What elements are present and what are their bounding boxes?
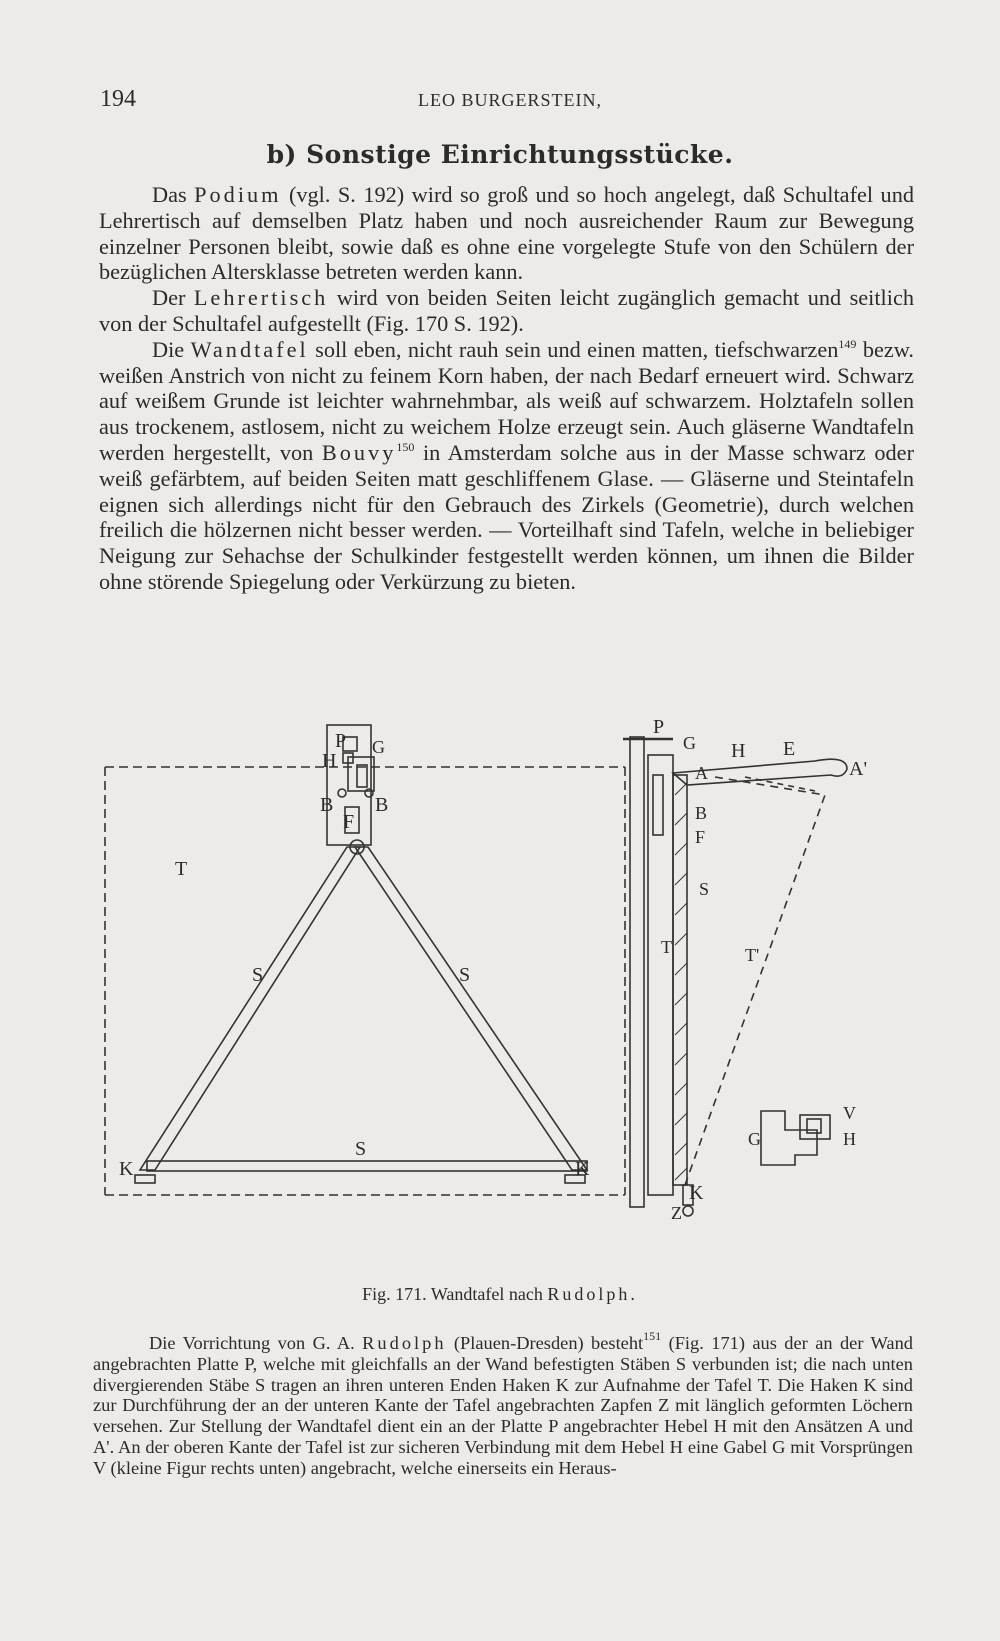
label-F: F [695,827,706,847]
wall-profile [630,737,644,1207]
figure-171 [95,716,925,1255]
spaced-term: Lehrertisch [193,285,329,311]
label-H: H [322,750,337,772]
board-outline-dashed [105,767,625,1195]
paragraph-lehrertisch: Der Lehrertisch wird von beiden Seiten leicht zugänglich gemacht und seitlich von der Schultafel aufgestellt (Fig. 170 S. 192). [99,285,914,336]
spaced-term: Rudolph [362,1333,447,1353]
label-A-prime: A' [849,758,868,780]
side-plate [648,755,673,1195]
figure-caption: Fig. 171. Wandtafel nach Rudolph. [362,1284,638,1304]
label-G: G [372,737,385,757]
footnote-ref: 150 [396,439,415,454]
label-P: P [335,730,347,752]
label-P: P [653,716,665,738]
label-K: K [575,1158,590,1180]
figure-drawing [95,716,925,1255]
label-H: H [731,740,746,762]
body-text [99,182,914,595]
spaced-term: Bouvy [321,439,397,465]
label-S: S [355,1138,367,1160]
page-number: 194 [100,86,136,112]
label-G: G [683,733,696,753]
label-H: H [843,1129,856,1149]
label-B: B [695,803,708,823]
small-print-paragraph: Die Vorrichtung von G. A. Rudolph (Plauen-Dresden) besteht$^{151}$ (Fig. 171) aus der an der Wand angebrachten Platte P, welche mit gleichfalls an der Wand befestigten Stäben S verbunden ist; die nach unten divergierenden Stäbe S tragen an ihren unteren Enden Haken K zur Aufnahme der Tafel T. Die Haken K sind zur Durchführung der an der unteren Kante der Tafel angebrachten Zapfen Z mit länglich geformten Löchern versehen. Zur Stellung der Wandtafel dient ein an der Platte P angebrachter Hebel H mit den Ansätzen A und A'. An der oberen Kante der Tafel ist zur sicheren Verbindung mit dem Hebel H eine Gabel G mit Vorsprüngen V (kleine Figur rechts unten) angebracht, welche einerseits ein Heraus- [93,1329,913,1478]
label-T: T [175,858,188,880]
label-T: T [661,937,672,957]
label-E: E [783,738,796,760]
label-S: S [699,879,710,899]
label-K: K [119,1158,134,1180]
label-T-prime: T' [745,945,760,965]
label-K: K [689,1182,704,1204]
section-heading: b) Sonstige Einrichtungsstücke. [266,140,734,169]
label-G: G [748,1129,761,1149]
label-B: B [320,794,334,816]
paragraph-wandtafel: Die Wandtafel soll eben, nicht rauh sein und einen matten, tiefschwarzen$^{149}$ bezw. weißen Anstrich von nicht zu feinem Korn haben, der nach Bedarf erneuert wird. Schwarz auf weißem Grunde ist leichter wahrnehmbar, als weiß auf schwarzem. Holztafeln sollen aus trockenem, astlosem, nicht zu weichem Holze erzeugt sein. Auch gläserne Wandtafeln werden hergestellt, von Bouvy$^{150}$ in Amsterdam solche aus in der Masse schwarz oder weiß gefärbtem, auf beiden Seiten matt geschliffenem Glase. — Gläserne und Steintafeln eignen sich allerdings nicht für den Gebrauch des Zirkels (Geometrie), durch welchen freilich die hölzernen nicht besser werden. — Vorteilhaft sind Tafeln, welche in beliebiger Neigung zur Sehachse der Schulkinder festgestellt werden können, um ihnen die Bilder ohne störende Spiegelung oder Verkürzung zu bieten. [99,336,914,594]
side-board [673,775,687,1185]
label-S: S [252,964,264,986]
label-V: V [843,1103,856,1123]
label-A: A [695,763,708,783]
label-Z: Z [671,1203,682,1223]
rod-right [355,847,587,1170]
page-header [100,86,920,116]
label-F: F [343,811,355,833]
rod-bottom [147,1161,587,1171]
label-S: S [459,964,471,986]
footnote-ref: 149 [838,336,857,351]
label-B: B [375,794,389,816]
footnote-ref: 151 [643,1329,662,1343]
spaced-term: Podium [194,182,282,207]
paragraph-podium: Das Podium (vgl. S. 192) wird so groß und so hoch angelegt, daß Schultafel und Lehrertisch auf demselben Platz haben und noch ausreichender Raum zur Bewegung einzelner Personen bleibt, sowie daß es ohne eine vorgelegte Stufe von den Schülern der bezüglichen Altersklasse betreten werden kann. [99,182,914,285]
rod-left [140,847,360,1170]
board-inclined-dashed [685,777,825,1185]
spaced-term: Wandtafel [190,336,309,362]
running-head: LEO BURGERSTEIN, [418,90,602,110]
